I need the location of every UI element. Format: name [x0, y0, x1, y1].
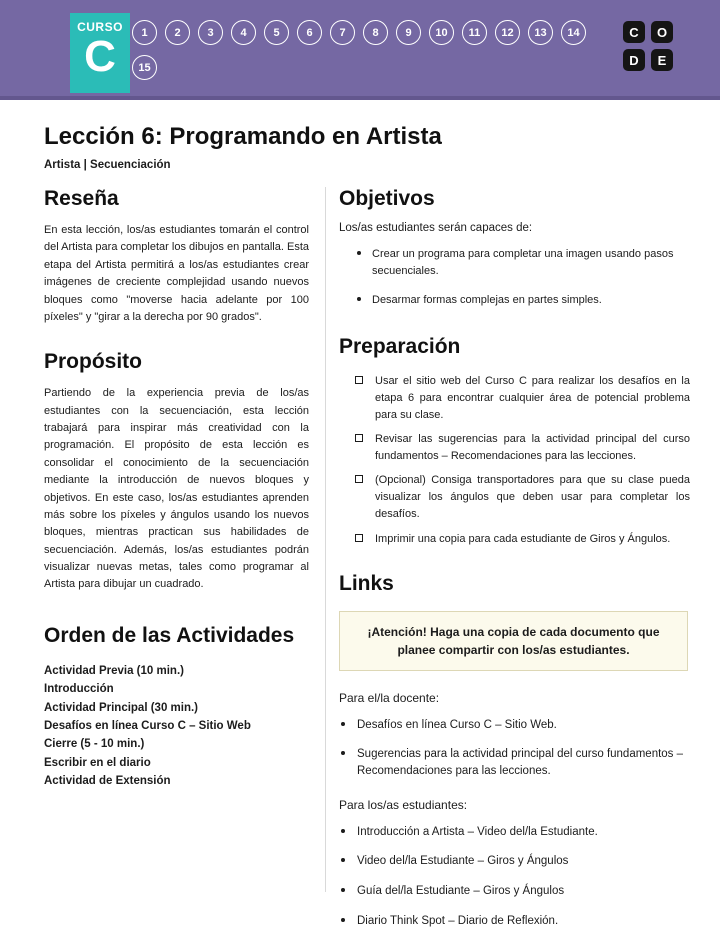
code-org-logo [623, 21, 673, 71]
checkbox-icon [355, 475, 363, 483]
page-subtitle: Artista | Secuenciación [44, 159, 171, 171]
orden-item: Desafíos en línea Curso C – Sitio Web [44, 719, 251, 732]
page-header [0, 0, 720, 100]
preparacion-item [339, 373, 690, 424]
left-column [44, 187, 325, 942]
lesson-circle: 11 [462, 20, 487, 45]
preparacion-item-text: (Opcional) Consiga transportadores para que su clase pueda visualizar los ángulos que deben usar para completar los desafíos. [375, 474, 690, 521]
checkbox-icon [355, 376, 363, 384]
bullet-icon [341, 829, 345, 833]
orden-list [44, 662, 309, 791]
orden-item: Actividad Previa (10 min.) [44, 664, 184, 677]
estudiantes-link-text: Introducción a Artista – Video del/la Estudiante. [357, 825, 598, 838]
right-column [326, 187, 690, 942]
docente-links [339, 717, 690, 780]
logo-letter-c: C [623, 21, 645, 43]
resena-paragraph: En esta lección, los/as estudiantes tomarán el control del Artista para completar los dibujos en pantalla. Esta etapa del Artista permitirá a los/as estudiantes crear imágenes de creciente complejidad usando nuevos bloques como "moverse hacia adelante por 100 píxeles" y "girar a la derecha por 90 grados". [44, 224, 309, 323]
preparacion-item [339, 531, 690, 548]
lesson-circle: 2 [165, 20, 190, 45]
lesson-circle: 9 [396, 20, 421, 45]
estudiantes-link-item [339, 913, 690, 930]
estudiantes-label: Para los/as estudiantes: [339, 797, 468, 812]
page-title: Lección 6: Programando en Artista [44, 123, 442, 150]
content-columns [0, 187, 720, 942]
orden-item: Actividad de Extensión [44, 775, 171, 788]
orden-item: Escribir en el diario [44, 756, 151, 769]
proposito-paragraph: Partiendo de la experiencia previa de los/as estudiantes con la secuenciación, esta lección trabajará para inspirar más creatividad con la programación. El propósito de esta lección es consolidar el conocimiento de la secuenciación mediante la introducción de nuevos bloques y objetivos. En este caso, los/as estudiantes aprenden más sobre los píxeles y ángulos usando los nuevos bloques, mientras practican sus habilidades de secuenciación. Además, los/as estudiantes podrán visualizar nuevas metas, tales como programar al Artista para dibujar un cuadrado. [44, 387, 309, 591]
proposito-heading: Propósito [44, 350, 142, 374]
logo-letter-e: E [651, 49, 673, 71]
course-letter: C [84, 32, 116, 81]
objetivos-item-text: Desarmar formas complejas en partes simples. [372, 294, 602, 307]
objetivos-item [339, 246, 690, 280]
lesson-circle: 5 [264, 20, 289, 45]
bullet-icon [341, 858, 345, 862]
lesson-circle: 8 [363, 20, 388, 45]
preparacion-checklist [339, 373, 690, 547]
course-badge [70, 13, 130, 93]
logo-letter-o: O [651, 21, 673, 43]
docente-link-text: Desafíos en línea Curso C – Sitio Web. [357, 718, 557, 731]
estudiantes-links [339, 824, 690, 930]
objetivos-list [339, 246, 690, 309]
logo-letter-d: D [623, 49, 645, 71]
estudiantes-link-item [339, 853, 690, 870]
orden-item: Actividad Principal (30 min.) [44, 701, 199, 714]
lesson-circle: 14 [561, 20, 586, 45]
bullet-icon [341, 751, 345, 755]
lesson-circle: 12 [495, 20, 520, 45]
preparacion-item [339, 472, 690, 523]
estudiantes-link-item [339, 883, 690, 900]
lesson-circle: 15 [132, 55, 157, 80]
lesson-circle-row-2 [132, 55, 582, 80]
objetivos-item-text: Crear un programa para completar una imagen usando pasos secuenciales. [372, 248, 674, 278]
checkbox-icon [355, 434, 363, 442]
docente-link-text: Sugerencias para la actividad principal del curso fundamentos – Recomendaciones para las lecciones. [357, 748, 684, 777]
lesson-circle: 4 [231, 20, 256, 45]
course-label: CURSO [77, 20, 123, 34]
lesson-circle: 3 [198, 20, 223, 45]
docente-link-item [339, 717, 690, 734]
lesson-circle: 13 [528, 20, 553, 45]
objetivos-item [339, 292, 690, 309]
orden-item: Cierre (5 - 10 min.) [44, 738, 145, 751]
estudiantes-link-text: Video del/la Estudiante – Giros y Ángulos [357, 855, 569, 868]
objetivos-intro: Los/as estudiantes serán capaces de: [339, 222, 533, 234]
estudiantes-link-text: Guía del/la Estudiante – Giros y Ángulos [357, 884, 565, 897]
lesson-circle: 6 [297, 20, 322, 45]
orden-heading: Orden de las Actividades [44, 623, 295, 647]
bullet-icon [357, 297, 361, 301]
preparacion-item-text: Imprimir una copia para cada estudiante de Giros y Ángulos. [375, 532, 671, 545]
bullet-icon [357, 251, 361, 255]
lesson-circle: 10 [429, 20, 454, 45]
bullet-icon [341, 918, 345, 922]
attention-note: ¡Atención! Haga una copia de cada documento que planee compartir con los/as estudiantes. [339, 611, 688, 671]
lesson-circle-row-1 [132, 20, 582, 45]
lesson-circle: 1 [132, 20, 157, 45]
preparacion-heading: Preparación [339, 335, 461, 359]
lesson-circle: 7 [330, 20, 355, 45]
preparacion-item-text: Revisar las sugerencias para la actividad principal del curso fundamentos – Recomendaciones para las lecciones. [375, 433, 690, 463]
orden-item: Introducción [44, 683, 114, 696]
links-heading: Links [339, 571, 394, 595]
bullet-icon [341, 722, 345, 726]
resena-heading: Reseña [44, 187, 119, 210]
lesson-number-circles [132, 20, 582, 80]
docente-link-item [339, 746, 690, 779]
bullet-icon [341, 888, 345, 892]
checkbox-icon [355, 534, 363, 542]
preparacion-item-text: Usar el sitio web del Curso C para realizar los desafíos en la etapa 6 para encontrar cualquier área de potencial problema para su clase. [375, 375, 690, 422]
title-block [0, 100, 720, 171]
preparacion-item [339, 431, 690, 465]
estudiantes-link-item [339, 824, 690, 841]
estudiantes-link-text: Diario Think Spot – Diario de Reflexión. [357, 914, 559, 927]
docente-label: Para el/la docente: [339, 690, 440, 705]
objetivos-heading: Objetivos [339, 187, 435, 210]
